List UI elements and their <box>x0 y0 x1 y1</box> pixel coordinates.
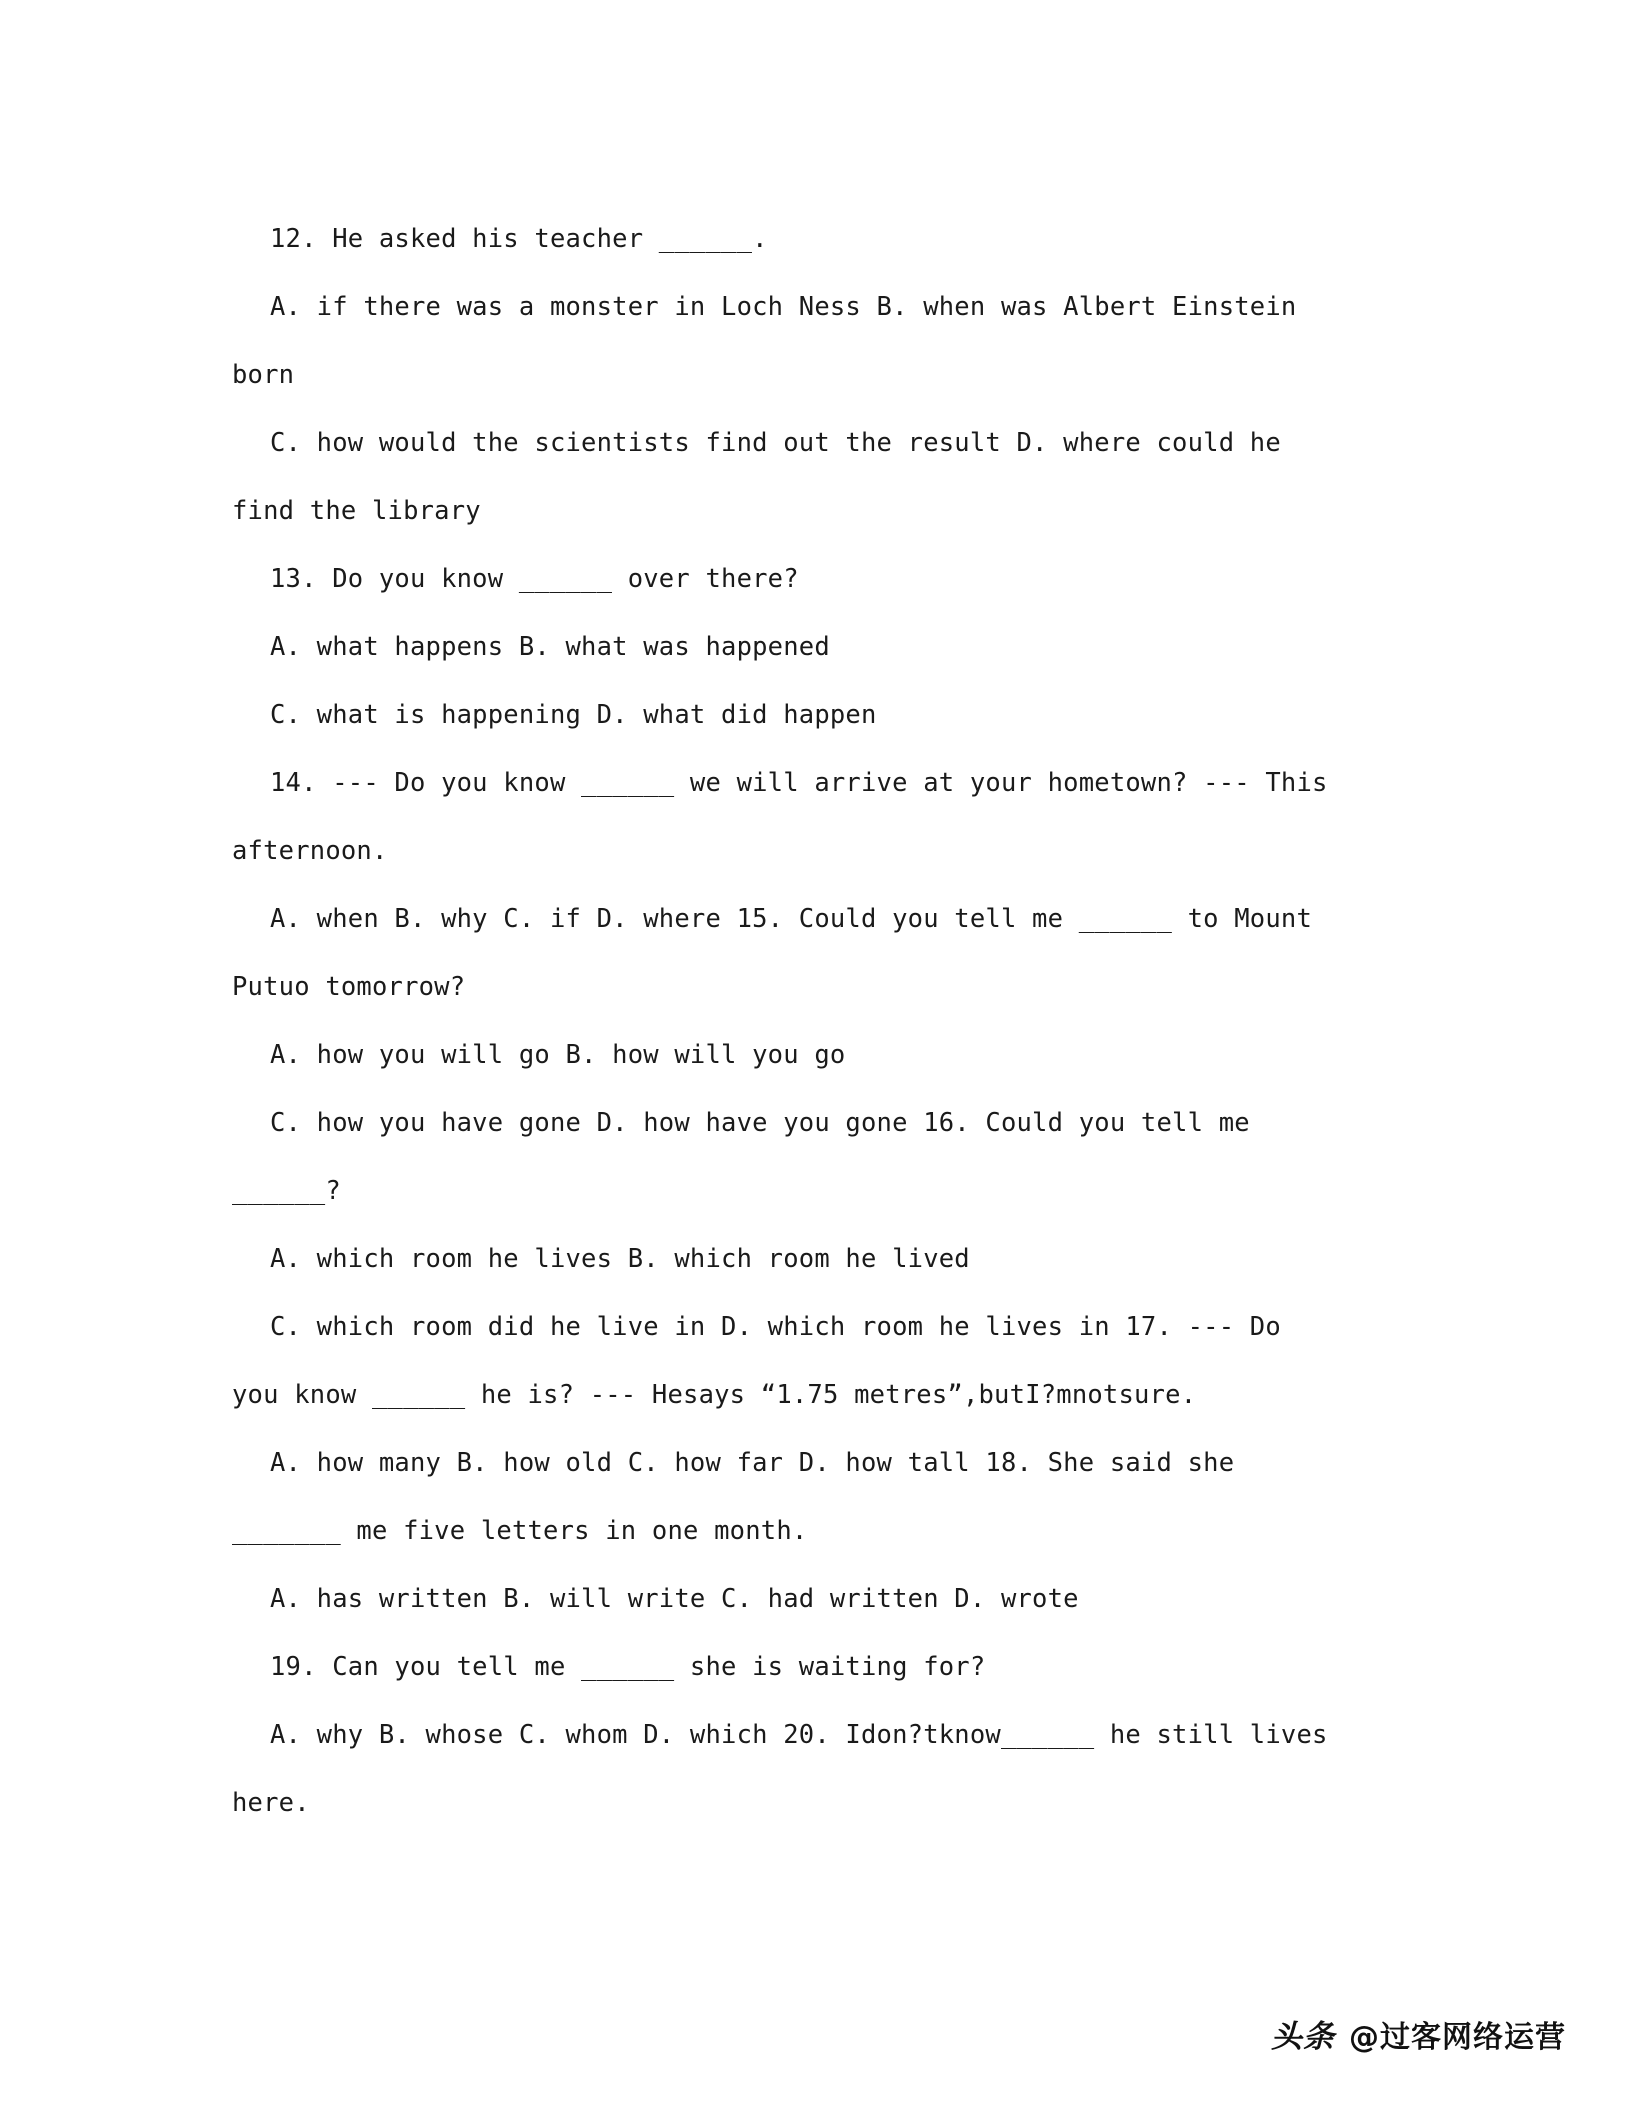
toutiao-logo-icon: 头条 <box>1271 2019 1335 2055</box>
text-line: A. has written B. will write C. had written D. wrote <box>270 1584 1079 1614</box>
text-line: C. what is happening D. what did happen <box>270 700 877 730</box>
text-line: C. how would the scientists find out the result D. where could he <box>270 428 1281 458</box>
watermark-label: @过客网络运营 <box>1349 2019 1566 2055</box>
text-line: A. why B. whose C. whom D. which 20. Idon?tknow______ he still lives <box>270 1720 1328 1750</box>
text-line: 19. Can you tell me ______ she is waiting for? <box>270 1652 986 1682</box>
text-line: A. which room he lives B. which room he lived <box>270 1244 970 1274</box>
text-line: 13. Do you know ______ over there? <box>270 564 799 594</box>
text-line: A. if there was a monster in Loch Ness B. when was Albert Einstein <box>270 292 1297 322</box>
text-line: Putuo tomorrow? <box>232 972 466 1002</box>
text-line: A. when B. why C. if D. where 15. Could you tell me ______ to Mount <box>270 904 1313 934</box>
text-line: 14. --- Do you know ______ we will arrive at your hometown? --- This <box>270 768 1328 798</box>
text-line: A. how many B. how old C. how far D. how tall 18. She said she <box>270 1448 1235 1478</box>
text-line: C. how you have gone D. how have you gone 16. Could you tell me <box>270 1108 1250 1138</box>
document-body <box>232 205 1382 1837</box>
text-line: you know ______ he is? --- Hesays “1.75 metres”,butI?mnotsure. <box>232 1380 1197 1410</box>
text-line: find the library <box>232 496 481 526</box>
text-line: A. what happens B. what was happened <box>270 632 830 662</box>
text-line: C. which room did he live in D. which room he lives in 17. --- Do <box>270 1312 1281 1342</box>
text-line: 12. He asked his teacher ______. <box>270 224 768 254</box>
text-line: _______ me five letters in one month. <box>232 1516 808 1546</box>
text-line: A. how you will go B. how will you go <box>270 1040 846 1070</box>
watermark <box>1271 2011 1566 2056</box>
text-line: ______? <box>232 1176 341 1206</box>
text-line: here. <box>232 1788 310 1818</box>
text-line: afternoon. <box>232 836 388 866</box>
text-line: born <box>232 360 295 390</box>
